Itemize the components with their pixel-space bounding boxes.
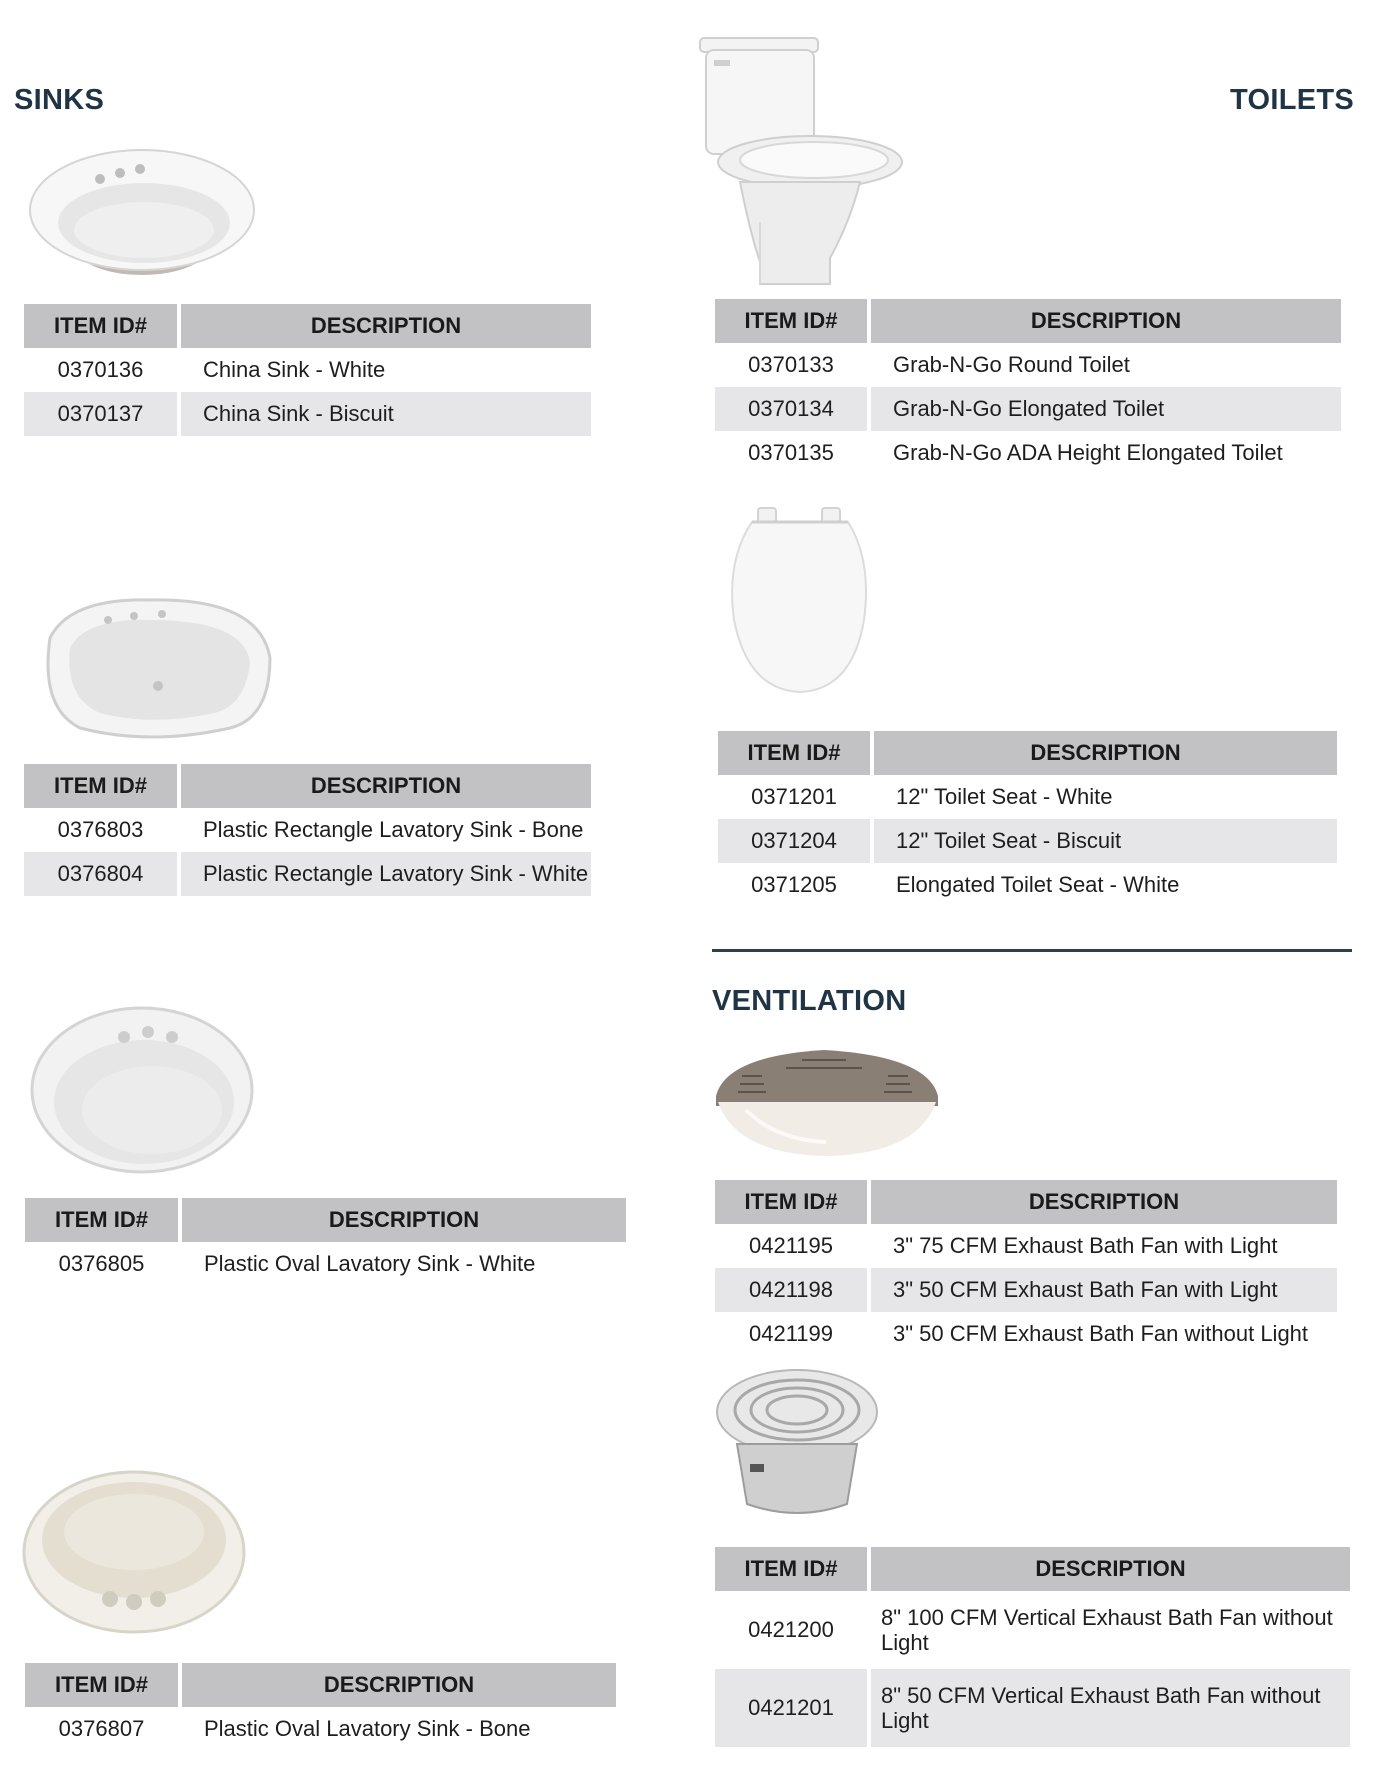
item-id-cell: 0371205 (751, 872, 837, 897)
table-header-row (715, 1547, 1350, 1591)
table-row (25, 1707, 616, 1751)
toilet-image (690, 22, 910, 302)
item-id-cell: 0421198 (715, 1268, 867, 1312)
description-cell: 3" 75 CFM Exhaust Bath Fan with Light (893, 1233, 1278, 1258)
item-id-header: ITEM ID# (24, 764, 177, 808)
description-cell: 8" 50 CFM Vertical Exhaust Bath Fan without Light (871, 1669, 1350, 1747)
description-cell: Plastic Oval Lavatory Sink - White (204, 1251, 536, 1276)
toilet-seats-table (714, 731, 1341, 907)
item-id-cell: 0421199 (748, 1321, 833, 1346)
description-cell: 12" Toilet Seat - Biscuit (874, 819, 1337, 863)
description-cell: Grab-N-Go Elongated Toilet (871, 387, 1341, 431)
item-id-header: ITEM ID# (718, 731, 870, 775)
sinks-heading: SINKS (14, 84, 105, 116)
china-sink-image (22, 135, 262, 295)
table-header-row (24, 304, 591, 348)
vertical-fan-image (712, 1364, 882, 1524)
ventilation-heading: VENTILATION (712, 985, 907, 1017)
item-id-cell: 0370137 (24, 392, 177, 436)
table-row (715, 431, 1341, 475)
rectangle-sink-image (30, 578, 280, 748)
table-header-row (25, 1663, 616, 1707)
table-header-row (24, 764, 591, 808)
table-row (715, 1224, 1337, 1268)
description-cell: Grab-N-Go Round Toilet (893, 352, 1130, 377)
table-header-row (25, 1198, 626, 1242)
item-id-cell: 0421195 (748, 1233, 833, 1258)
table-header-row (715, 299, 1341, 343)
item-id-cell: 0376803 (57, 817, 144, 842)
description-cell: 3" 50 CFM Exhaust Bath Fan with Light (871, 1268, 1337, 1312)
table-row (715, 1669, 1350, 1747)
table-row (715, 343, 1341, 387)
rectangle-sink-table (20, 764, 595, 896)
item-id-header: ITEM ID# (25, 1198, 178, 1242)
item-id-header: ITEM ID# (25, 1663, 178, 1707)
toilet-seat-image (712, 500, 882, 700)
description-header: DESCRIPTION (182, 1198, 626, 1242)
item-id-header: ITEM ID# (715, 299, 867, 343)
table-row (715, 1312, 1337, 1356)
description-cell: 8" 100 CFM Vertical Exhaust Bath Fan without Light (881, 1605, 1333, 1655)
oval-sink-white-image (12, 990, 282, 1190)
table-header-row (715, 1180, 1337, 1224)
description-cell: Elongated Toilet Seat - White (896, 872, 1180, 897)
item-id-cell: 0421200 (748, 1617, 834, 1642)
item-id-cell: 0371201 (751, 784, 837, 809)
fans-with-light-table (711, 1180, 1341, 1356)
table-row (24, 808, 591, 852)
description-header: DESCRIPTION (871, 1547, 1350, 1591)
oval-sink-white-table (21, 1198, 630, 1286)
description-cell: Plastic Rectangle Lavatory Sink - White (181, 852, 591, 896)
item-id-cell: 0370134 (715, 387, 867, 431)
oval-sink-bone-image (14, 1466, 254, 1646)
description-cell: China Sink - Biscuit (181, 392, 591, 436)
description-header: DESCRIPTION (874, 731, 1337, 775)
table-row (25, 1242, 626, 1286)
table-row (24, 392, 591, 436)
table-row (718, 819, 1337, 863)
description-cell: China Sink - White (203, 357, 386, 382)
description-cell: Grab-N-Go ADA Height Elongated Toilet (893, 440, 1283, 465)
description-header: DESCRIPTION (181, 764, 591, 808)
description-header: DESCRIPTION (871, 1180, 1337, 1224)
item-id-header: ITEM ID# (24, 304, 177, 348)
table-row (718, 863, 1337, 907)
description-cell: Plastic Oval Lavatory Sink - Bone (204, 1716, 531, 1741)
item-id-cell: 0376807 (58, 1716, 145, 1741)
item-id-cell: 0376804 (24, 852, 177, 896)
toilets-table (711, 299, 1345, 475)
description-cell: 12" Toilet Seat - White (896, 784, 1113, 809)
vertical-fans-table (711, 1547, 1354, 1747)
description-cell: Plastic Rectangle Lavatory Sink - Bone (203, 817, 584, 842)
description-header: DESCRIPTION (871, 299, 1341, 343)
description-header: DESCRIPTION (181, 304, 591, 348)
toilets-heading: TOILETS (1230, 84, 1355, 116)
table-row (715, 387, 1341, 431)
description-header: DESCRIPTION (182, 1663, 616, 1707)
table-row (715, 1268, 1337, 1312)
exhaust-fan-light-image (706, 1036, 946, 1160)
item-id-header: ITEM ID# (715, 1180, 867, 1224)
item-id-cell: 0421201 (715, 1669, 867, 1747)
item-id-cell: 0370136 (57, 357, 144, 382)
table-row (718, 775, 1337, 819)
item-id-cell: 0371204 (718, 819, 870, 863)
table-header-row (718, 731, 1337, 775)
oval-sink-bone-table (21, 1663, 620, 1751)
china-sink-table (20, 304, 595, 436)
table-row (715, 1591, 1350, 1669)
item-id-cell: 0370135 (748, 440, 834, 465)
table-row (24, 852, 591, 896)
section-divider (712, 949, 1352, 952)
item-id-cell: 0370133 (748, 352, 834, 377)
description-cell: 3" 50 CFM Exhaust Bath Fan without Light (893, 1321, 1309, 1346)
item-id-header: ITEM ID# (715, 1547, 867, 1591)
item-id-cell: 0376805 (58, 1251, 145, 1276)
table-row (24, 348, 591, 392)
